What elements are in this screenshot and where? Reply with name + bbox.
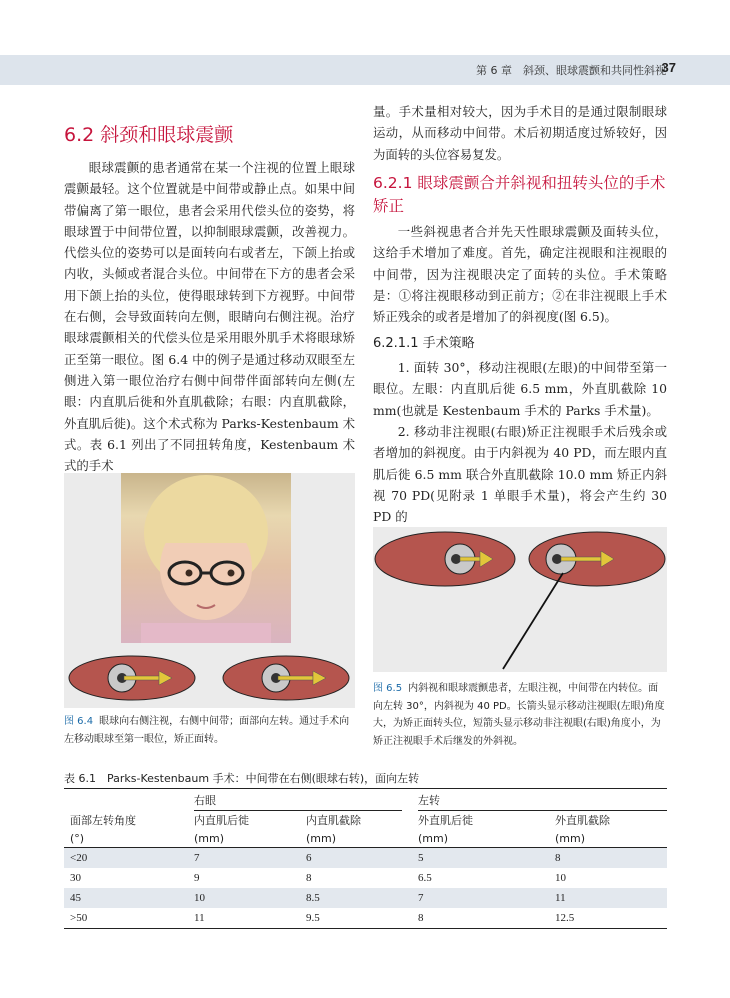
table-cell: 11: [188, 908, 300, 929]
table-cell: 6.5: [418, 872, 432, 884]
table-row: [64, 848, 667, 869]
table-row: [64, 888, 667, 908]
eye-diagram-6-4: [64, 653, 355, 703]
right-paragraph-3: 1. 面转 30°，移动注视眼(左眼)的中间带至第一眼位。左眼：内直肌后徙 6.5 mm，外直肌截除 10 mm(也就是 Kestenbaum 手术的 Parks 手术量)。: [373, 360, 667, 418]
subsection-title: 6.2.1 眼球震颤合并斜视和扭转头位的手术矫正: [373, 174, 666, 215]
figure-6-5-caption: [373, 680, 667, 750]
table-header-unit: (mm): [300, 829, 412, 848]
table-cell: <20: [64, 848, 188, 869]
right-top-paragraph: 量。手术量相对较大，因为手术目的是通过限制眼球运动，从而移动中间带。术后初期适度过矫较好，因为面转的头位容易复发。: [373, 104, 667, 162]
table-header-empty: [64, 789, 188, 812]
table-header-unit: (mm): [549, 829, 667, 848]
table-cell: 5: [412, 848, 549, 869]
table-cell: 9.5: [300, 908, 412, 929]
figure-6-5-label: 图 6.5: [373, 683, 403, 694]
table-header-unit: (mm): [412, 829, 549, 848]
table-cell: 8.5: [300, 888, 412, 908]
left-body-paragraph: 眼球震颤的患者通常在某一个注视的位置上眼球震颤最轻。这个位置就是中间带或静止点。如果中间带偏离了第一眼位，患者会采用代偿头位的姿势，将眼球置于中间带位置，以抑制眼球震颤，改善视力。代偿头位的姿势可以是面转向右或者左，下颌上抬或内收，头倾或者混合头位。中间带在下方的患者会采用下颌上抬的头位，使得眼球转到下方视野。中间带在右侧，会导致面转向左侧，眼睛向右侧注视。治疗眼球震颤相关的代偿头位是采用眼外肌手术将眼球矫正至第一眼位。图 6.4 中的例子是通过移动双眼至左侧进入第一眼位治疗右侧中间带伴面部转向左侧(左眼：内直肌后徙和外直肌截除；右眼：内直肌截除，外直肌后徙)。这个术式称为 Parks-Kestenbaum 术式。表 6.1 列出了不同扭转角度，Kestenbaum 术式的手术: [64, 160, 355, 474]
table-header-lr-resection: 外直肌截除: [555, 814, 610, 827]
table-cell: 30: [70, 872, 81, 884]
subsubsection-title: 6.2.1.1 手术策略: [373, 336, 475, 351]
table-header-degree-unit: (°): [64, 829, 188, 848]
table-row: [64, 908, 667, 929]
figure-6-4-caption-text: 眼球向右侧注视，右侧中间带；面部向左转。通过手术向左移动眼球至第一眼位，矫正面转。: [64, 716, 350, 745]
table-cell: >50: [64, 908, 188, 929]
girl-portrait-illustration: [121, 473, 291, 643]
table-cell: 11: [549, 888, 667, 908]
table-cell: 7: [412, 888, 549, 908]
page-number: 37: [661, 60, 676, 75]
table-header-lr-recession: 外直肌后徙: [418, 814, 473, 827]
figure-6-4: [64, 473, 355, 708]
table-cell: 8: [549, 848, 667, 869]
table-cell: 8: [306, 872, 312, 884]
table-cell: 12.5: [549, 908, 667, 929]
table-cell: 45: [64, 888, 188, 908]
figure-6-5-caption-text: 内斜视和眼球震颤患者，左眼注视，中间带在内转位。面向左转 30°，内斜视为 40 PD。长箭头显示移动注视眼(左眼)角度大，为矫正面转头位，短箭头显示移动非注视眼(右眼)角度小，为矫正注视眼手术后继发的外斜视。: [373, 683, 665, 747]
group-underline-right-eye: [194, 810, 402, 811]
table-row: [64, 868, 667, 888]
table-cell: 9: [194, 872, 200, 884]
table-cell: 10: [555, 872, 566, 884]
patient-photo: [121, 473, 291, 643]
figure-6-5: [373, 527, 667, 672]
table-header-face-turn: 面部左转角度: [70, 814, 136, 827]
group-underline-left-turn: [418, 810, 667, 811]
table-group-left-turn: 左转: [412, 789, 667, 812]
table-cell: 10: [188, 888, 300, 908]
table-cell: 7: [188, 848, 300, 869]
table-cell: 8: [412, 908, 549, 929]
table-header-mr-recession-right: 内直肌后徙: [194, 814, 249, 827]
running-header-chapter: 第 6 章 斜颈、眼球震颤和共同性斜视: [476, 64, 666, 77]
section-title: 6.2 斜颈和眼球震颤: [64, 124, 234, 146]
figure-6-4-caption: [64, 713, 355, 748]
table-cell: 6: [300, 848, 412, 869]
right-paragraph-2: 一些斜视患者合并先天性眼球震颤及面转头位，这给手术增加了难度。首先，确定注视眼和注视眼的中间带，因为注视眼决定了面转的头位。手术策略是：①将注视眼移动到正前方；②在非注视眼上手术矫正残余的或者是增加了的斜视度(图 6.5)。: [373, 224, 667, 325]
table-header-mr-resection: 内直肌截除: [306, 814, 361, 827]
table-6-1-title: 表 6.1 Parks-Kestenbaum 手术：中间带在右侧(眼球右转)，面向左转: [64, 772, 420, 785]
table-group-right-eye: 右眼: [188, 789, 412, 812]
table-header-unit: (mm): [188, 829, 300, 848]
right-paragraph-4: 2. 移动非注视眼(右眼)矫正注视眼手术后残余或者增加的斜视度。由于内斜视为 40 PD，而左眼内直肌后徙 6.5 mm 联合外直肌截除 10.0 mm 矫正内斜视 70 PD(见附录 1 单眼手术量)，将会产生约 30 PD 的: [373, 424, 667, 525]
eye-diagram-6-5: [373, 527, 667, 672]
figure-6-4-label: 图 6.4: [64, 716, 94, 727]
